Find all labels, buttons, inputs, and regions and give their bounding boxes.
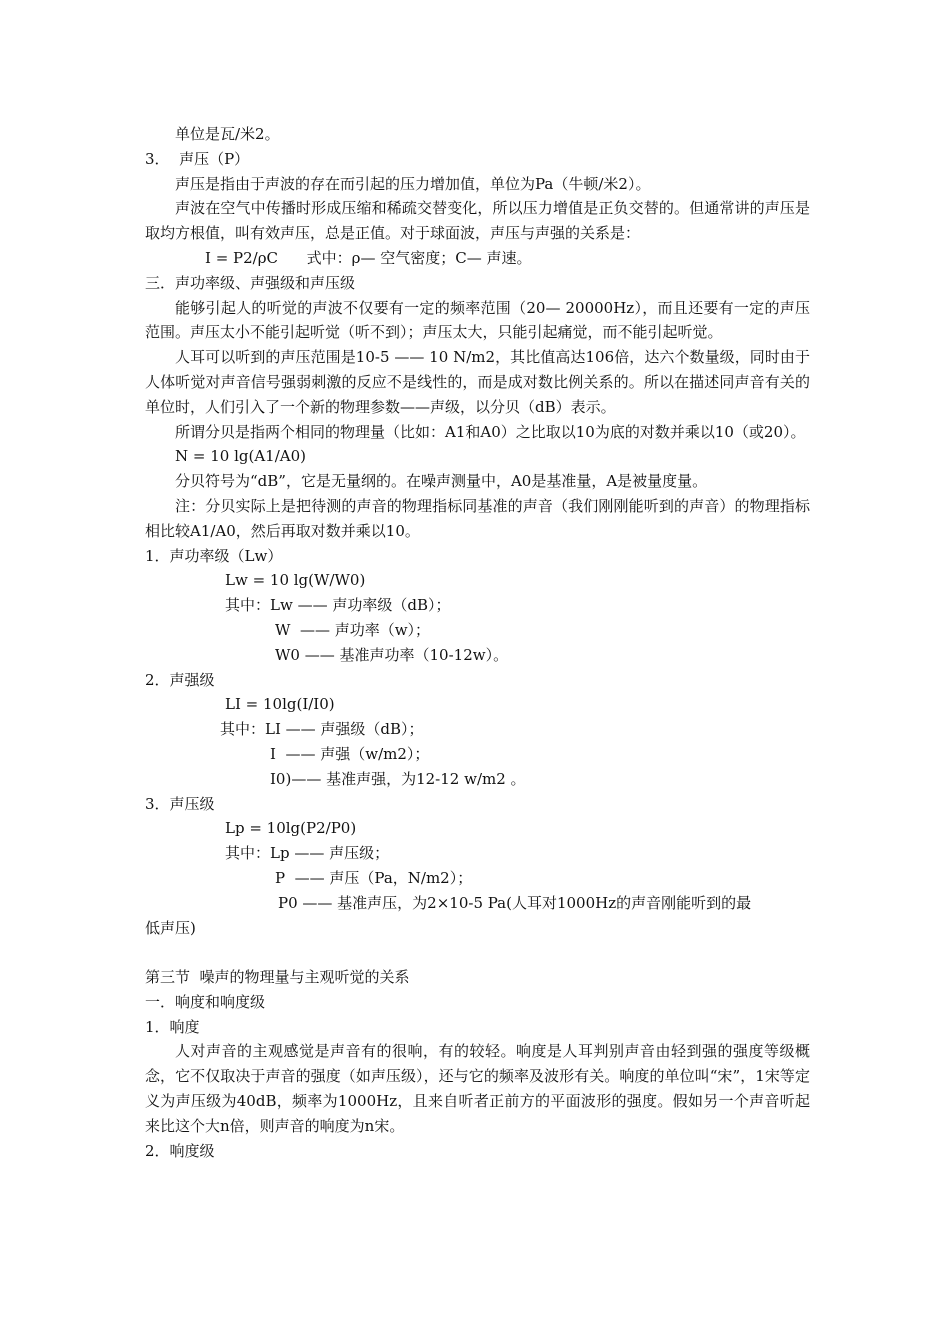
paragraph: 注：分贝实际上是把待测的声音的物理指标同基准的声音（我们刚刚能听到的声音）的物理指标相比较A1/A0，然后再取对数并乘以10。 (145, 496, 810, 540)
text-line: 低声压) (145, 918, 196, 937)
text-line: 声压是指由于声波的存在而引起的压力增加值，单位为Pa（牛顿/米2）。 (175, 174, 651, 193)
paragraph: 能够引起人的听觉的声波不仅要有一定的频率范围（20— 20000Hz），而且还要有一定的声压范围。声压太小不能引起听觉（听不到）；声压太大，只能引起痛觉，而不能引起听觉。 (145, 298, 810, 342)
formula-line: Lw = 10 lg(W/W0) (225, 571, 366, 590)
definition-line: W —— 声功率（w）； (275, 620, 431, 639)
definition-line: 其中：Lp —— 声压级； (225, 844, 390, 863)
paragraph: 声波在空气中传播时形成压缩和稀疏交替变化，所以压力增值是正负交替的。但通常讲的声压是取均方根值，叫有效声压，总是正值。对于球面波，声压与声强的关系是： (145, 199, 810, 243)
blank-line (145, 940, 810, 965)
definition-line: 其中：LI —— 声强级（dB）； (220, 720, 424, 739)
definition-line: W0 —— 基准声功率（10-12w）。 (275, 645, 509, 664)
formula-line: LI = 10lg(I/I0) (225, 695, 335, 714)
section-heading: 3． 声压（P） (145, 149, 250, 168)
paragraph: 人对声音的主观感觉是声音有的很响，有的较轻。响度是人耳判别声音由轻到强的强度等级概念，它不仅取决于声音的强度（如声压级），还与它的频率及波形有关。响度的单位叫“宋”，1宋等定义为声压级为40dB，频率为1000Hz，且来自听者正前方的平面波形的强度。假如另一个声音听起来比这个大n倍，则声音的响度为n宋。 (145, 1042, 810, 1135)
subsection-heading: 2．响度级 (145, 1141, 215, 1160)
section-heading: 一．响度和响度级 (145, 992, 266, 1011)
subsection-heading: 1．响度 (145, 1017, 200, 1036)
document-body (145, 122, 810, 1163)
subsection-heading: 1．声功率级（Lw） (145, 546, 283, 565)
text-line: 分贝符号为“dB”，它是无量纲的。在噪声测量中，A0是基准量，A是被量度量。 (175, 472, 708, 491)
subsection-heading: 3．声压级 (145, 794, 215, 813)
paragraph: 所谓分贝是指两个相同的物理量（比如：A1和A0）之比取以10为底的对数并乘以10（或20）。 (175, 422, 806, 441)
section-heading: 三．声功率级、声强级和声压级 (145, 273, 356, 292)
definition-line: I0)—— 基准声强，为12-12 w/m2 。 (270, 769, 526, 788)
definition-line: 其中：Lw —— 声功率级（dB）； (225, 596, 451, 615)
definition-line: P —— 声压（Pa，N/m2）； (275, 868, 473, 887)
formula-line: N = 10 lg(A1/A0) (175, 447, 306, 466)
definition-line: P0 —— 基准声压，为2×10-5 Pa(人耳对1000Hz的声音刚能听到的最 (278, 893, 752, 912)
formula-line: Lp = 10lg(P2/P0) (225, 819, 357, 838)
chapter-heading: 第三节 噪声的物理量与主观听觉的关系 (145, 968, 410, 987)
definition-line: I —— 声强（w/m2）； (270, 744, 430, 763)
text-line: 单位是瓦/米2。 (175, 125, 280, 143)
paragraph: 人耳可以听到的声压范围是10-5 —— 10 N/m2，其比值高达106倍，达六个数量级，同时由于人体听觉对声音信号强弱刺激的反应不是线性的，而是成对数比例关系的。所以在描述同声音有关的单位时，人们引入了一个新的物理参数——声级，以分贝（dB）表示。 (145, 348, 810, 416)
subsection-heading: 2．声强级 (145, 670, 215, 689)
formula-line: I = P2/ρC 式中：ρ— 空气密度；C— 声速。 (205, 248, 532, 267)
